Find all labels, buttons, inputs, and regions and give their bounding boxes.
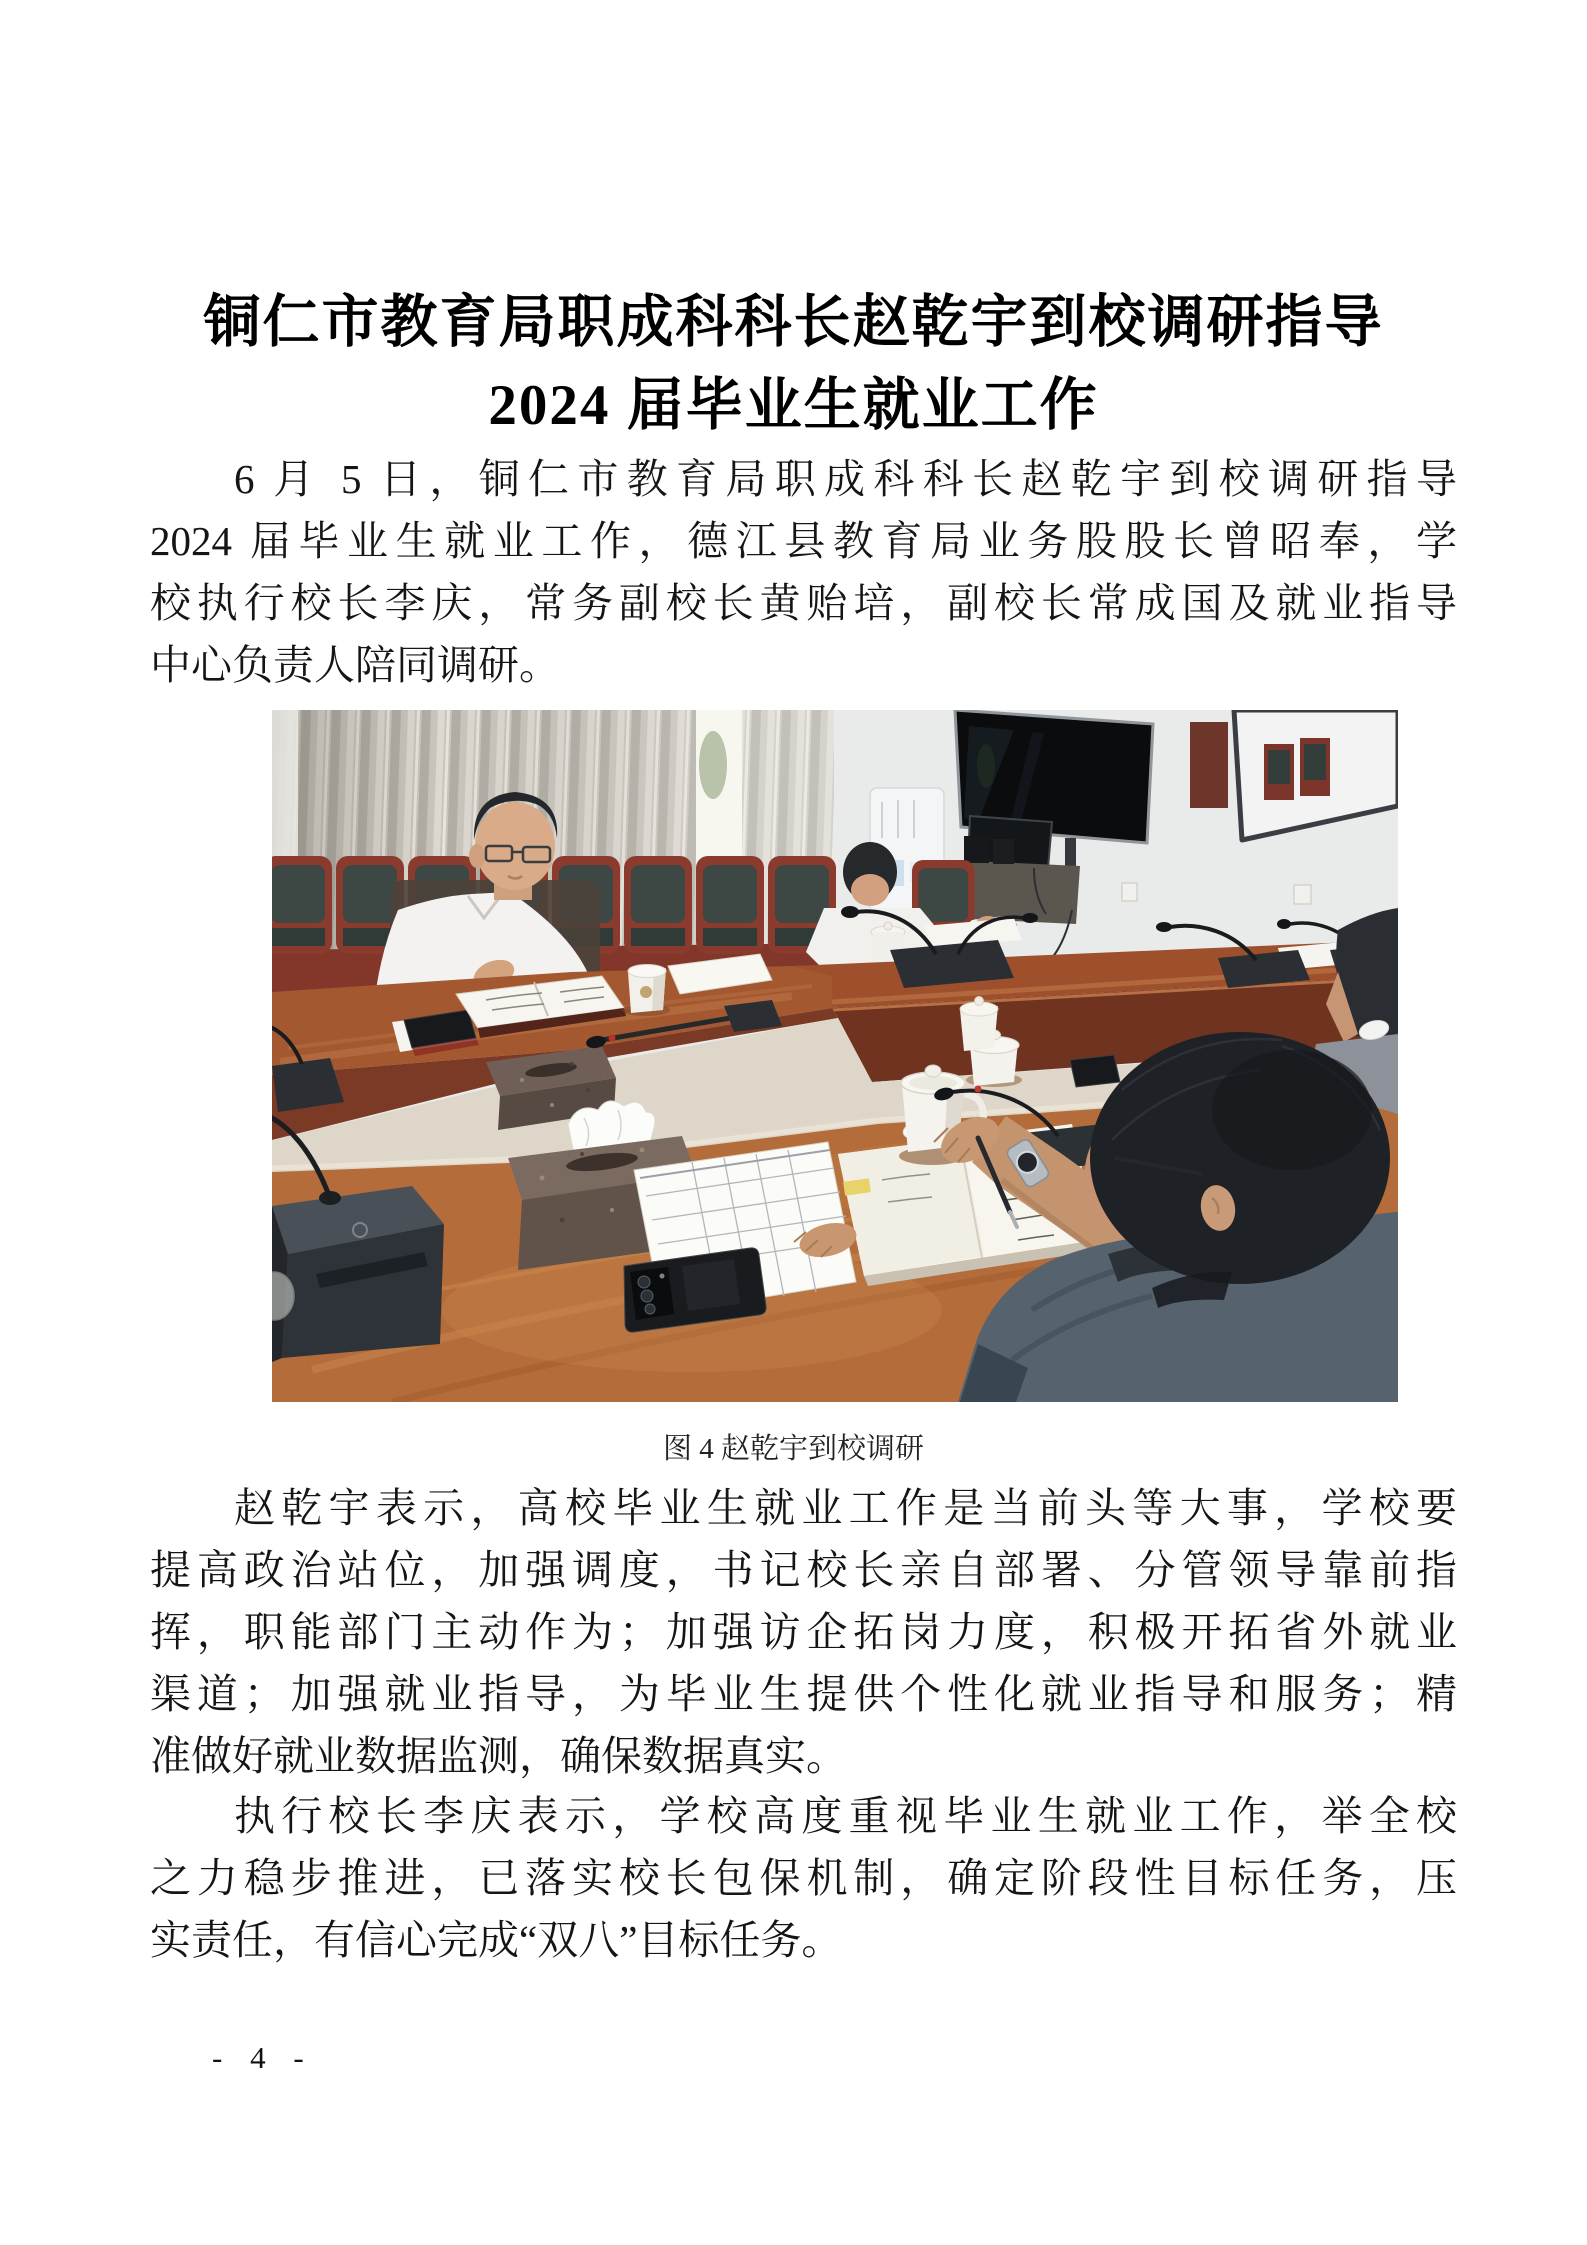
body-line: 渠道；加强就业指导，为毕业生提供个性化就业指导和服务；精: [150, 1671, 1457, 1717]
wall-fixture: [1190, 722, 1228, 808]
meeting-photo: [272, 710, 1398, 1402]
paragraph-1: [150, 448, 1457, 696]
body-line: 6 月 5 日，铜仁市教育局职成科科长赵乾宇到校调研指导: [234, 456, 1457, 502]
body-line: 赵乾宇表示，高校毕业生就业工作是当前头等大事，学校要: [234, 1485, 1457, 1531]
title-line-2: 2024 届毕业生就业工作: [488, 374, 1099, 437]
body-line: 准做好就业数据监测，确保数据真实。: [150, 1733, 847, 1779]
body-line: 挥，职能部门主动作为；加强访企拓岗力度，积极开拓省外就业: [150, 1609, 1457, 1655]
smartphone-small: [1070, 1055, 1120, 1087]
paragraph-3: [150, 1785, 1457, 1971]
body-line: 中心负责人陪同调研。: [150, 642, 560, 688]
tea-cup: [960, 997, 998, 1052]
title-line-1: 铜仁市教育局职成科科长赵乾宇到校调研指导: [203, 291, 1384, 354]
meeting-photo-image: [272, 710, 1398, 1402]
body-line: 实责任，有信心完成“双八”目标任务。: [150, 1917, 843, 1963]
body-line: 之力稳步推进，已落实校长包保机制，确定阶段性目标任务，压: [150, 1855, 1457, 1901]
body-line: 校执行校长李庆，常务副校长黄贻培，副校长常成国及就业指导: [150, 580, 1457, 626]
page-title: [0, 281, 1587, 447]
body-line: 提高政治站位，加强调度，书记校长亲自部署、分管领导靠前指: [150, 1547, 1457, 1593]
page-number: - 4 -: [212, 2040, 314, 2075]
body-line: 2024 届毕业生就业工作，德江县教育局业务股股长曾昭奉，学: [150, 518, 1457, 564]
body-line: 执行校长李庆表示，学校高度重视毕业生就业工作，举全校: [234, 1793, 1457, 1839]
paragraph-2: [150, 1477, 1457, 1787]
photo-caption: 图 4 赵乾宇到校调研: [662, 1433, 924, 1465]
